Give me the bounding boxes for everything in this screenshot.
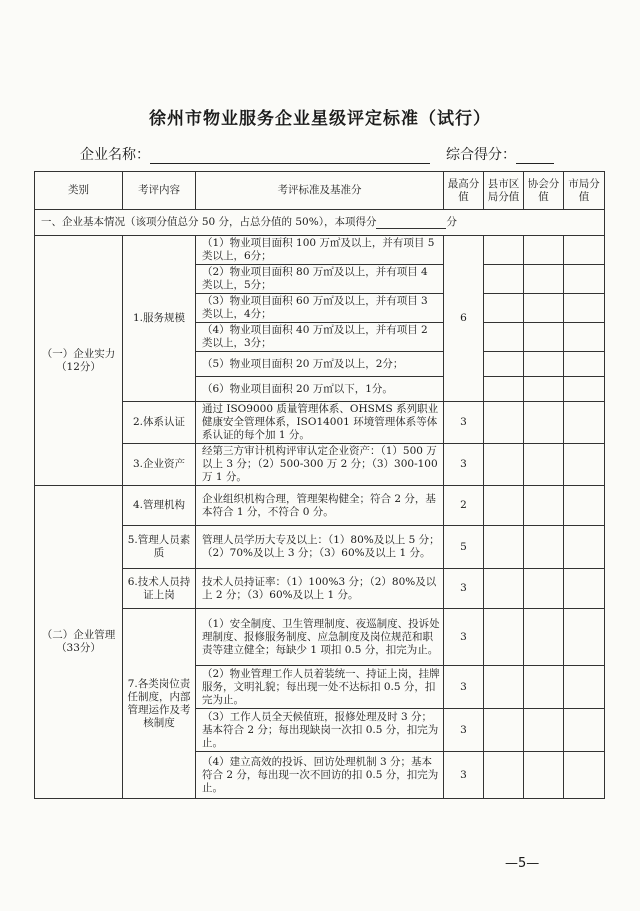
criteria-cell: （5）物业项目面积 20 万㎡及以上，2分； — [196, 352, 444, 377]
city-score-cell[interactable] — [564, 486, 605, 526]
county-score-cell[interactable] — [484, 569, 524, 609]
association-score-cell[interactable] — [524, 444, 564, 486]
city-score-cell[interactable] — [564, 609, 605, 666]
association-score-cell[interactable] — [524, 666, 564, 709]
association-score-cell[interactable] — [524, 265, 564, 294]
association-score-cell[interactable] — [524, 709, 564, 752]
county-score-cell[interactable] — [484, 609, 524, 666]
item-certification: 2.体系认证 — [123, 402, 196, 444]
max-score: 3 — [444, 666, 484, 709]
city-score-cell[interactable] — [564, 323, 605, 352]
county-score-cell[interactable] — [484, 666, 524, 709]
table-row — [35, 486, 605, 526]
total-score-field[interactable] — [516, 149, 554, 164]
header-max-score: 最高分值 — [444, 172, 484, 210]
association-score-cell[interactable] — [524, 752, 564, 799]
county-score-cell[interactable] — [484, 377, 524, 402]
criteria-cell: （1）物业项目面积 100 万㎡及以上，并有项目 5 类以上，6分； — [196, 236, 444, 265]
criteria-cell: 管理人员学历大专及以上：（1）80%及以上 5 分；（2）70%及以上 3 分；（3）60%及以上 1 分。 — [196, 526, 444, 569]
county-score-cell[interactable] — [484, 526, 524, 569]
table-header-row — [35, 172, 605, 210]
association-score-cell[interactable] — [524, 294, 564, 323]
criteria-cell: （6）物业项目面积 20 万㎡以下，1分。 — [196, 377, 444, 402]
city-score-cell[interactable] — [564, 752, 605, 799]
company-name-row — [80, 144, 430, 164]
city-score-cell[interactable] — [564, 569, 605, 609]
category-strength: （一）企业实力（12分） — [35, 236, 123, 486]
item-assets: 3.企业资产 — [123, 444, 196, 486]
criteria-cell: （2）物业项目面积 80 万㎡及以上，并有项目 4 类以上，5分； — [196, 265, 444, 294]
header-category: 类别 — [35, 172, 123, 210]
city-score-cell[interactable] — [564, 294, 605, 323]
item-technician-certification: 6.技术人员持证上岗 — [123, 569, 196, 609]
city-score-cell[interactable] — [564, 265, 605, 294]
max-score: 3 — [444, 609, 484, 666]
total-score-row — [446, 144, 554, 164]
table-row — [35, 236, 605, 265]
company-name-field[interactable] — [150, 149, 430, 164]
criteria-cell: （2）物业管理工作人员着装统一、持证上岗，挂牌服务，文明礼貌；每出现一处不达标扣 0.5 分，扣完为止。 — [196, 666, 444, 709]
county-score-cell[interactable] — [484, 323, 524, 352]
max-score: 3 — [444, 569, 484, 609]
association-score-cell[interactable] — [524, 526, 564, 569]
association-score-cell[interactable] — [524, 323, 564, 352]
total-score-label: 综合得分： — [446, 147, 516, 163]
criteria-cell: 企业组织机构合理，管理架构健全；符合 2 分，基本符合 1 分，不符合 0 分。 — [196, 486, 444, 526]
county-score-cell[interactable] — [484, 752, 524, 799]
city-score-cell[interactable] — [564, 352, 605, 377]
section-1-score-blank[interactable] — [376, 217, 446, 229]
header-county-score: 县市区局分值 — [484, 172, 524, 210]
association-score-cell[interactable] — [524, 569, 564, 609]
item-staff-quality: 5.管理人员素质 — [123, 526, 196, 569]
criteria-cell: 技术人员持证率：（1）100%3 分；（2）80%及以上 2 分；（3）60%及以上 1 分。 — [196, 569, 444, 609]
city-score-cell[interactable] — [564, 377, 605, 402]
criteria-cell: （3）工作人员全天候值班，报修处理及时 3 分；基本符合 2 分；每出现缺岗一次扣 0.5 分，扣完为止。 — [196, 709, 444, 752]
max-score: 3 — [444, 752, 484, 799]
county-score-cell[interactable] — [484, 236, 524, 265]
criteria-cell: 经第三方审计机构评审认定企业资产：（1）500 万以上 3 分；（2）500-300 万 2 分；（3）300-100 万 1 分。 — [196, 444, 444, 486]
item-organization: 4.管理机构 — [123, 486, 196, 526]
section-1-label: 一、企业基本情况（该项分值总分 50 分，占总分值的 50%），本项得分 — [41, 216, 377, 228]
county-score-cell[interactable] — [484, 444, 524, 486]
section-1-cell — [35, 210, 605, 236]
city-score-cell[interactable] — [564, 666, 605, 709]
county-score-cell[interactable] — [484, 709, 524, 752]
header-city-score: 市局分值 — [564, 172, 605, 210]
association-score-cell[interactable] — [524, 236, 564, 265]
county-score-cell[interactable] — [484, 402, 524, 444]
criteria-cell: 通过 ISO9000 质量管理体系、OHSMS 系列职业健康安全管理体系，ISO14001 环境管理体系等体系认证的每个加 1 分。 — [196, 402, 444, 444]
max-score: 5 — [444, 526, 484, 569]
association-score-cell[interactable] — [524, 352, 564, 377]
max-score: 3 — [444, 402, 484, 444]
page-title: 徐州市物业服务企业星级评定标准（试行） — [149, 109, 491, 129]
page-number: —5— — [505, 856, 540, 871]
company-name-label: 企业名称： — [80, 147, 150, 163]
category-management: （二）企业管理（33分） — [35, 486, 123, 799]
county-score-cell[interactable] — [484, 294, 524, 323]
max-score: 3 — [444, 709, 484, 752]
section-row — [35, 210, 605, 236]
max-score: 3 — [444, 444, 484, 486]
county-score-cell[interactable] — [484, 486, 524, 526]
criteria-cell: （4）物业项目面积 40 万㎡及以上，并有项目 2 类以上，3分； — [196, 323, 444, 352]
section-1-suffix: 分 — [446, 216, 457, 228]
county-score-cell[interactable] — [484, 352, 524, 377]
item-responsibility-system: 7.各类岗位责任制度，内部管理运作及考核制度 — [123, 609, 196, 799]
county-score-cell[interactable] — [484, 265, 524, 294]
city-score-cell[interactable] — [564, 444, 605, 486]
header-criteria: 考评标准及基准分 — [196, 172, 444, 210]
association-score-cell[interactable] — [524, 377, 564, 402]
header-association-score: 协会分值 — [524, 172, 564, 210]
association-score-cell[interactable] — [524, 609, 564, 666]
header-content: 考评内容 — [123, 172, 196, 210]
city-score-cell[interactable] — [564, 402, 605, 444]
city-score-cell[interactable] — [564, 709, 605, 752]
criteria-cell: （4）建立高效的投诉、回访处理机制 3 分；基本符合 2 分，每出现一次不回访的扣 0.5 分，扣完为止。 — [196, 752, 444, 799]
max-score: 2 — [444, 486, 484, 526]
item-service-scale: 1.服务规模 — [123, 236, 196, 402]
association-score-cell[interactable] — [524, 486, 564, 526]
city-score-cell[interactable] — [564, 236, 605, 265]
rating-standard-table — [34, 171, 605, 799]
max-score: 6 — [444, 236, 484, 402]
criteria-cell: （3）物业项目面积 60 万㎡及以上，并有项目 3 类以上，4分； — [196, 294, 444, 323]
criteria-cell: （1）安全制度、卫生管理制度、夜巡制度、投诉处理制度、报修服务制度、应急制度及岗位规范和职责等建立健全；每缺少 1 项扣 0.5 分，扣完为止。 — [196, 609, 444, 666]
association-score-cell[interactable] — [524, 402, 564, 444]
city-score-cell[interactable] — [564, 526, 605, 569]
